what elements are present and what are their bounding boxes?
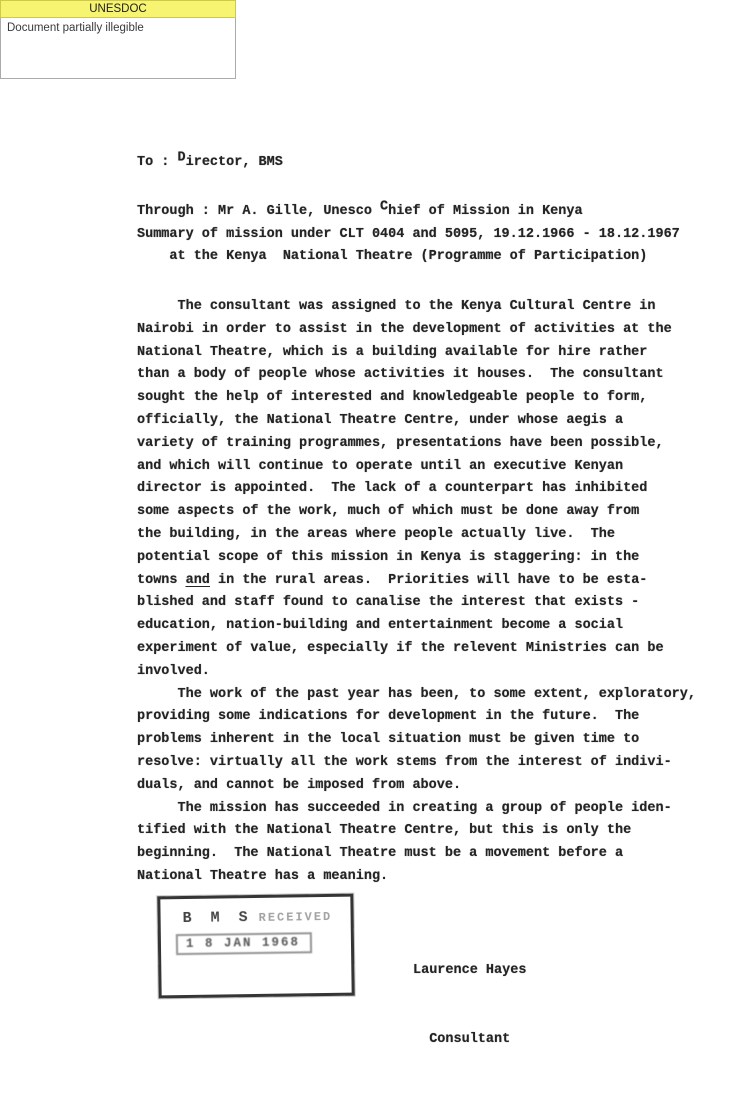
- letter-body: [137, 296, 696, 889]
- signature-block: [413, 913, 526, 1097]
- through-label: Through : Mr A. Gille, Unesco: [137, 204, 381, 219]
- body-line: variety of training programmes, presentations have been possible,: [137, 435, 664, 451]
- body-line: The consultant was assigned to the Kenya Cultural Centre in: [137, 299, 656, 314]
- body-line: education, nation-building and entertainment become a social: [137, 618, 624, 634]
- to-raised-letter: D: [177, 150, 186, 166]
- to-line: [137, 152, 283, 175]
- unesdoc-overlay: [0, 0, 236, 79]
- subject-line-2: at the Kenya National Theatre (Programme of Participation): [137, 249, 648, 264]
- through-raised-letter: C: [380, 199, 389, 215]
- body-line: tified with the National Theatre Centre, but this is only the: [137, 823, 632, 839]
- through-line: [137, 201, 583, 224]
- body-line: potential scope of this mission in Kenya is staggering: in the: [137, 549, 640, 565]
- legibility-note: Document partially illegible: [0, 18, 236, 79]
- body-line: the building, in the areas where people actually live. The: [137, 526, 615, 542]
- body-line: resolve: virtually all the work stems from the interest of indivi-: [137, 754, 672, 770]
- body-line: beginning. The National Theatre must be a movement before a: [137, 846, 624, 862]
- stamp-status: RECEIVED: [258, 909, 333, 925]
- body-line: duals, and cannot be imposed from above.: [137, 777, 462, 793]
- body-line: some aspects of the work, much of which must be done away from: [137, 504, 640, 520]
- subject-line: Summary of mission under CLT 0404 and 5095, 19.12.1966 - 18.12.1967: [137, 227, 680, 242]
- stamp-org: B M S: [182, 909, 253, 928]
- body-line: officially, the National Theatre Centre, under whose aegis a: [137, 412, 624, 428]
- body-line: The work of the past year has been, to some extent, exploratory,: [137, 686, 696, 702]
- stamp-date-box: [176, 932, 312, 955]
- received-stamp: [157, 894, 354, 999]
- body-line: problems inherent in the local situation must be given time to: [137, 732, 640, 748]
- body-line: director is appointed. The lack of a counterpart has inhibited: [137, 481, 648, 497]
- body-line-segment: in the rural areas. Priorities will have to be esta-: [209, 572, 648, 588]
- signature-name: Laurence Hayes: [413, 963, 527, 978]
- body-line: [137, 570, 696, 593]
- signature-title: Consultant: [429, 1032, 511, 1047]
- body-line: Nairobi in order to assist in the development of activities at the: [137, 321, 672, 337]
- to-label: To :: [137, 155, 178, 170]
- body-line: National Theatre, which is a building available for hire rather: [137, 344, 648, 360]
- body-line: The mission has succeeded in creating a group of people iden-: [137, 800, 672, 816]
- body-line: National Theatre has a meaning.: [137, 868, 389, 884]
- body-line-segment: towns: [137, 572, 186, 588]
- body-line: experiment of value, especially if the relevent Ministries can be: [137, 640, 664, 656]
- stamp-heading: [182, 907, 350, 927]
- through-value: hief of Mission in Kenya: [388, 204, 583, 219]
- body-line: involved.: [137, 663, 210, 679]
- body-line: blished and staff found to canalise the interest that exists -: [137, 595, 640, 611]
- stamp-date: 1 8 JAN 1968: [185, 935, 301, 951]
- to-value: irector, BMS: [185, 155, 283, 170]
- body-line: sought the help of interested and knowledgeable people to form,: [137, 390, 648, 406]
- body-line: and which will continue to operate until an executive Kenyan: [137, 458, 624, 474]
- underlined-word: and: [185, 572, 210, 588]
- body-line: providing some indications for development in the future. The: [137, 709, 640, 725]
- body-line: than a body of people whose activities it houses. The consultant: [137, 367, 664, 383]
- unesdoc-banner: UNESDOC: [0, 0, 236, 18]
